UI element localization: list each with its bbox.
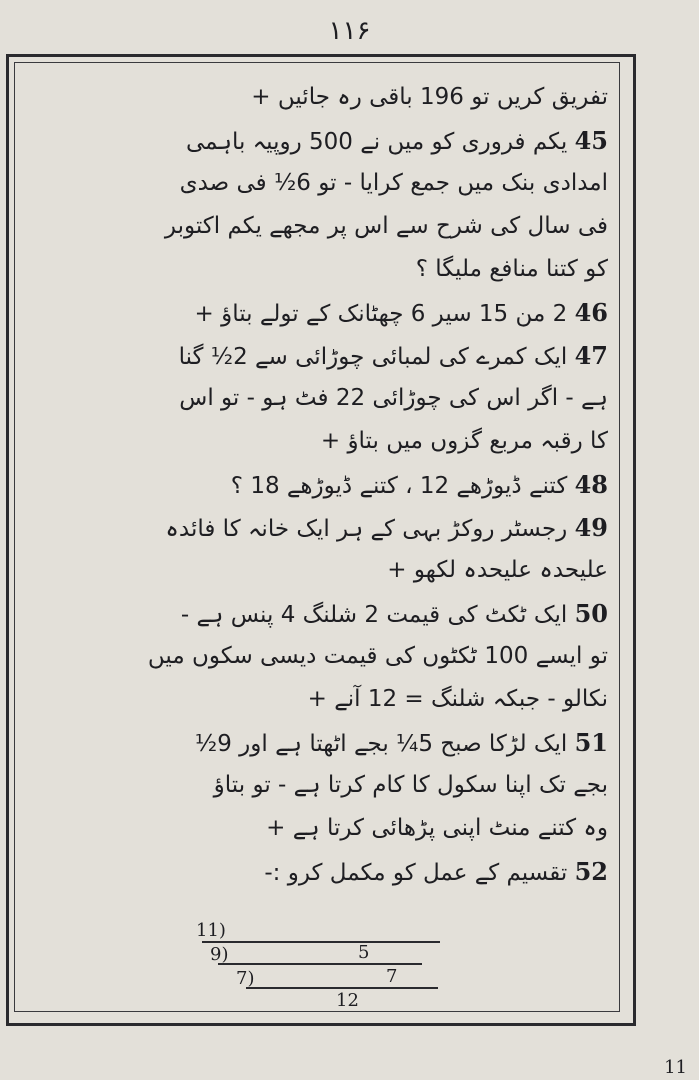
figure-label: 12 <box>336 990 359 1011</box>
corner-mark: 11 <box>664 1057 687 1078</box>
question-text: ایک ٹکٹ کی قیمت 2 شلنگ 4 پنس ہے - <box>180 602 568 628</box>
question-text: کا رقبہ مربع گزوں میں بتاؤ + <box>320 428 608 454</box>
question-text: تقسیم کے عمل کو مکمل کرو :- <box>264 860 568 886</box>
question-number: 52 <box>574 857 608 886</box>
question-text: ایک کمرے کی لمبائی چوڑائی سے 2½ گنا <box>178 344 568 370</box>
question-number: 47 <box>574 341 608 370</box>
figure-label: 7 <box>386 966 398 987</box>
question-50-line-1 <box>24 592 608 635</box>
question-text: نکالو - جبکہ شلنگ = 12 آنے + <box>307 686 608 712</box>
question-text: 2 من 15 سیر 6 چھٹانک کے تولے بتاؤ + <box>194 301 568 327</box>
question-text: ایک لڑکا صبح 5¼ بجے اٹھتا ہے اور 9½ <box>194 731 568 757</box>
question-text: بجے تک اپنا سکول کا کام کرتا ہے - تو بتاؤ <box>213 772 608 798</box>
question-52-line-1 <box>24 850 608 893</box>
question-text: یکم فروری کو میں نے 500 روپیہ باہمی <box>186 129 568 155</box>
question-number: 49 <box>574 513 608 542</box>
question-number: 46 <box>574 298 608 327</box>
question-text: علیحدہ علیحدہ لکھو + <box>387 557 608 583</box>
intro-line: تفریق کریں تو 196 باقی رہ جائیں + <box>251 84 608 110</box>
question-text: تو ایسے 100 ٹکٹوں کی قیمت دیسی سکوں میں <box>147 643 608 669</box>
question-47-line-1 <box>24 334 608 377</box>
question-text: ہے - اگر اس کی چوڑائی 22 فٹ ہو - تو اس <box>179 385 608 411</box>
page-number: ۱۱۶ <box>328 16 371 46</box>
figure-label: 5 <box>358 942 370 963</box>
question-46-line-1 <box>24 291 608 334</box>
question-text: امدادی بنک میں جمع کرایا - تو 6½ فی صدی <box>179 170 608 196</box>
figure-label: 7) <box>236 968 255 989</box>
question-number: 50 <box>574 599 608 628</box>
question-49-line-1 <box>24 506 608 549</box>
question-text: فی سال کی شرح سے اس پر مجھے یکم اکتوبر <box>164 213 608 239</box>
question-51-line-1 <box>24 721 608 764</box>
question-text: کو کتنا منافع ملیگا ؟ <box>415 256 608 282</box>
figure-label: 9) <box>210 944 229 965</box>
question-48-line-1 <box>24 463 608 506</box>
question-number: 45 <box>574 126 608 155</box>
question-number: 48 <box>574 470 608 499</box>
questions-text <box>24 76 608 893</box>
question-number: 51 <box>574 728 608 757</box>
question-text: وہ کتنے منٹ اپنی پڑھائی کرتا ہے + <box>266 815 608 841</box>
question-text: کتنے ڈیوڑھے 12 ، کتنے ڈیوڑھے 18 ؟ <box>230 473 568 499</box>
division-figure <box>190 912 450 1012</box>
question-45-line-1 <box>24 119 608 162</box>
figure-label: 11) <box>196 920 226 941</box>
question-text: رجسٹر روکڑ بہی کے ہر ایک خانہ کا فائدہ <box>165 516 568 542</box>
